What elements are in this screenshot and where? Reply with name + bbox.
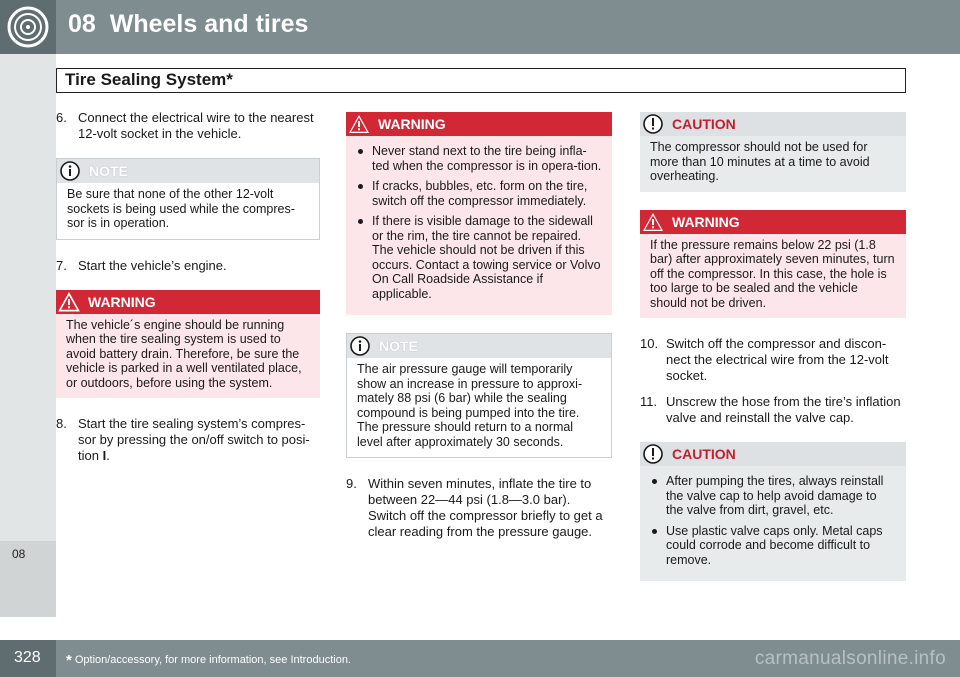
note-box [346, 333, 612, 458]
caution-body [640, 466, 906, 581]
switch-position: I [102, 448, 107, 463]
column-2 [346, 110, 612, 540]
caution-box [640, 112, 906, 192]
chapter-title [68, 10, 308, 39]
warning-box [640, 210, 906, 319]
step-number: 9. [346, 476, 357, 491]
step-10 [640, 336, 906, 384]
chapter-name: Wheels and tires [109, 10, 309, 38]
caution-text: The compressor should not be used for more than 10 minutes at a time to avoid overheating. [640, 136, 906, 192]
note-title: NOTE [89, 163, 128, 179]
list-item: Use plastic valve caps only. Metal caps could corrode and become difficult to remove. [650, 524, 896, 568]
chapter-number: 08 [68, 10, 96, 38]
section-title-box [56, 68, 906, 93]
caution-header [640, 442, 906, 466]
caution-list [650, 470, 896, 567]
warning-title: WARNING [378, 116, 446, 132]
step-text: Within seven minutes, inflate the tire to between 22—44 psi (1.8—3.0 bar). Switch off the compressor briefly to get a clear reading from the pressure gauge. [368, 476, 603, 539]
caution-title: CAUTION [672, 116, 736, 132]
footnote-text: Option/accessory, for more information, see Introduction. [74, 654, 351, 666]
warning-box [346, 112, 612, 315]
step-number: 6. [56, 110, 67, 125]
warning-text: The vehicle´s engine should be running when the tire sealing system is used to avoid battery drain. Therefore, be sure the vehicle is parked in a well ventilated place, or outdoors, before using the system. [56, 314, 320, 399]
footer-note [66, 652, 351, 669]
note-header [57, 159, 319, 183]
step-8 [56, 416, 320, 464]
note-header [347, 334, 611, 358]
exclamation-icon [642, 443, 664, 465]
warning-triangle-icon [58, 291, 80, 313]
page-number: 328 [14, 649, 41, 666]
step-11 [640, 394, 906, 426]
warning-text: If the pressure remains below 22 psi (1.8 bar) after approximately seven minutes, turn off the compressor. In this case, the hole is too large to be sealed and the vehicle should not be driven. [640, 234, 906, 319]
step-number: 7. [56, 257, 67, 273]
warning-triangle-icon [642, 211, 664, 233]
warning-header [640, 210, 906, 234]
warning-triangle-icon [348, 113, 370, 135]
caution-header [640, 112, 906, 136]
step-text-end: . [106, 448, 110, 463]
caution-title: CAUTION [672, 446, 736, 462]
warning-title: WARNING [672, 213, 740, 230]
step-text: Start the tire sealing system’s compres-sor by pressing the on/off switch to posi-tion [78, 416, 310, 463]
step-9 [346, 476, 612, 540]
step-7 [56, 258, 320, 274]
section-title: Tire Sealing System* [65, 70, 233, 89]
column-1 [56, 110, 320, 464]
step-text: Switch off the compressor and discon-nect the electrical wire from the 12-volt socket. [666, 336, 889, 383]
step-text: Unscrew the hose from the tire’s inflation valve and reinstall the valve cap. [666, 394, 901, 425]
column-3 [640, 110, 906, 599]
list-item: If cracks, bubbles, etc. form on the tire, switch off the compressor immediately. [356, 179, 602, 208]
warning-box [56, 290, 320, 399]
watermark: carmanualsonline.info [754, 648, 946, 669]
warning-title: WARNING [88, 293, 156, 310]
step-number: 10. [640, 336, 659, 351]
step-number: 11. [640, 394, 658, 409]
side-tab-chapter: 08 [12, 547, 26, 561]
step-text: Start the vehicle’s engine. [78, 257, 227, 273]
caution-box [640, 442, 906, 581]
footnote-asterisk: * [66, 652, 72, 669]
note-text: The air pressure gauge will temporarily show an increase in pressure to approxi-mately 88 psi (6 bar) while the sealing compound is being pumped into the tire. The pressure should return to a normal level after approximately 30 seconds. [347, 358, 611, 457]
chapter-icon-box [0, 0, 56, 54]
warning-header [346, 112, 612, 136]
tire-icon [0, 0, 56, 54]
exclamation-icon [642, 113, 664, 135]
list-item: If there is visible damage to the sidewall or the rim, the tire cannot be repaired. The vehicle should not be driven if this occurs. Contact a towing service or Volvo On Call Roadside Assistance if applicable. [356, 214, 602, 301]
note-text: Be sure that none of the other 12-volt sockets is being used while the compres-sor is in operation. [57, 183, 319, 239]
warning-body [346, 136, 612, 315]
step-6 [56, 110, 320, 142]
warning-list [356, 140, 602, 301]
warning-header [56, 290, 320, 314]
info-icon [59, 160, 81, 182]
side-tab-marker [0, 541, 56, 617]
list-item: After pumping the tires, always reinstall the valve cap to help avoid damage to the valve from dirt, gravel, etc. [650, 474, 896, 518]
note-title: NOTE [379, 338, 418, 354]
step-number: 8. [56, 416, 67, 431]
info-icon [349, 335, 371, 357]
list-item: Never stand next to the tire being infla-ted when the compressor is in opera-tion. [356, 144, 602, 173]
note-box [56, 158, 320, 240]
side-tab [0, 54, 56, 617]
step-text: Connect the electrical wire to the nearest 12-volt socket in the vehicle. [78, 110, 314, 141]
